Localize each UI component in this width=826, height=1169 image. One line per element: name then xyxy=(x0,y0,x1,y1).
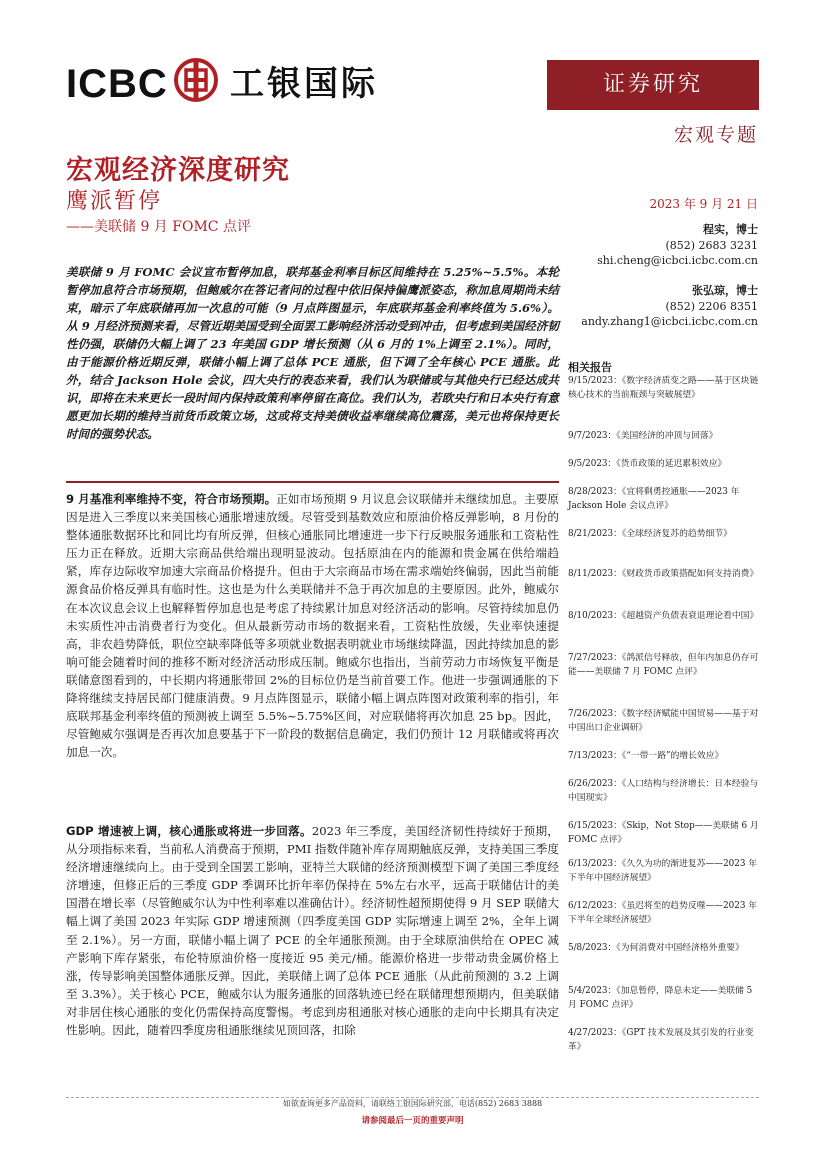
related-report-item[interactable]: 7/26/2023：《数字经济赋能中国贸易——基于对中国出口企业调研》 xyxy=(568,709,759,733)
related-report-title: 《数字经济质变之路——基于区块链核心技术的当前瓶颈与突破展望》 xyxy=(568,376,759,400)
related-report-item[interactable]: 4/27/2023：《GPT 技术发展及其引发的行业变革》 xyxy=(568,1028,754,1052)
related-report-title: 《数字经济赋能中国贸易——基于对中国出口企业调研》 xyxy=(568,709,759,733)
subsection-label: 宏观专题 xyxy=(673,124,758,146)
related-report-item[interactable]: 8/11/2023：《财政货币政策搭配如何支持消费》 xyxy=(568,569,759,579)
related-report-title: 《财政货币政策搭配如何支持消费》 xyxy=(621,569,759,579)
report-subtitle-secondary: ——美联储 9 月 FOMC 点评 xyxy=(66,219,251,235)
related-report-title: 《宜将剩勇控通胀——2023 年 Jackson Hole 会议点评》 xyxy=(568,487,740,511)
related-report-title: 《“一带一路”的增长效应》 xyxy=(621,751,724,761)
related-report-date: 8/10/2023 xyxy=(568,611,614,621)
related-report-item[interactable]: 5/4/2023：《加息暂停，降息未定——美联储 5 月 FOMC 点评》 xyxy=(568,986,753,1010)
icbc-seal-icon xyxy=(174,58,218,102)
related-report-date: 8/11/2023 xyxy=(568,569,614,579)
related-report-title: 《货币政策的延迟累积效应》 xyxy=(616,459,727,469)
related-report-date: 7/26/2023 xyxy=(568,709,614,719)
related-report-item[interactable]: 8/10/2023：《超越资产负债表衰退理论看中国》 xyxy=(568,611,759,621)
related-report-date: 7/27/2023 xyxy=(568,653,614,663)
related-report-item[interactable]: 6/15/2023：《Skip，Not Stop——美联储 6 月 FOMC 点评》 xyxy=(568,821,759,845)
footer-disclaimer-note: 请参阅最后一页的重要声明 xyxy=(361,1116,464,1126)
related-report-item[interactable]: 9/7/2023：《美国经济的冲顶与回落》 xyxy=(568,431,718,441)
related-report-item[interactable]: 7/13/2023：《“一带一路”的增长效应》 xyxy=(568,751,724,761)
author-block xyxy=(581,283,758,330)
related-report-item[interactable]: 7/27/2023：《鸽派信号释放，但年内加息仍存可能——美联储 7 月 FOMC 点评》 xyxy=(568,653,759,677)
related-report-title: 《超越资产负债表衰退理论看中国》 xyxy=(621,611,759,621)
related-report-date: 5/8/2023 xyxy=(568,943,608,953)
logo-icbc-text: ICBC xyxy=(66,62,168,106)
related-report-date: 6/26/2023 xyxy=(568,779,614,789)
related-report-item[interactable]: 8/21/2023：《全球经济复苏的趋势细节》 xyxy=(568,529,732,539)
related-reports-title: 相关报告 xyxy=(568,361,612,374)
body-paragraph xyxy=(66,490,559,761)
related-report-item[interactable]: 9/15/2023：《数字经济质变之路——基于区块链核心技术的当前瓶颈与突破展望》 xyxy=(568,376,759,400)
report-date: 2023 年 9 月 21 日 xyxy=(649,197,758,211)
author-name: 张弘琼，博士 xyxy=(692,284,758,297)
related-report-item[interactable]: 6/13/2023：《久久为功的渐进复苏——2023 年下半年中国经济展望》 xyxy=(568,859,758,883)
related-report-date: 9/7/2023 xyxy=(568,431,608,441)
logo-icbc-chinese: 工银国际 xyxy=(230,64,378,104)
related-report-date: 6/13/2023 xyxy=(568,859,614,869)
related-report-date: 9/15/2023 xyxy=(568,376,614,386)
paragraph-lead: GDP 增速被上调，核心通胀或将进一步回落。 xyxy=(66,824,312,838)
author-name: 程实，博士 xyxy=(703,223,758,236)
related-report-date: 9/5/2023 xyxy=(568,459,608,469)
related-report-title: 《人口结构与经济增长：日本经验与中国现实》 xyxy=(568,779,759,803)
body-paragraph xyxy=(66,822,559,1039)
author-phone: (852) 2683 3231 xyxy=(665,238,758,252)
related-report-item[interactable]: 5/8/2023：《为何消费对中国经济格外重要》 xyxy=(568,943,744,953)
related-report-date: 7/13/2023 xyxy=(568,751,614,761)
related-report-title: 《为何消费对中国经济格外重要》 xyxy=(616,943,744,953)
author-phone: (852) 2206 8351 xyxy=(665,299,758,313)
related-report-date: 4/27/2023 xyxy=(568,1028,614,1038)
related-report-title: 《Skip，Not Stop——美联储 6 月 FOMC 点评》 xyxy=(568,821,759,845)
related-report-title: 《全球经济复苏的趋势细节》 xyxy=(621,529,732,539)
author-block xyxy=(597,222,758,269)
related-report-date: 6/12/2023 xyxy=(568,901,614,911)
paragraph-lead: 9 月基准利率维持不变，符合市场预期。 xyxy=(66,492,277,506)
related-report-title: 《美国经济的冲顶与回落》 xyxy=(616,431,718,441)
paragraph-text: 2023 年三季度，美国经济韧性持续好于预期，从分项指标来看，当前私人消费高于预期，PMI 指数伴随补库存周期触底反弹，支持美国三季度经济增速继续向上。由于受到全国罢工影响，亚特兰大联储的经济预测模型下调了美国三季度经济增速，但修正后的三季度 GDP 季调环比折年率仍保持在 5%左右水平，远高于联储估计的美国潜在增长率（尽管鲍威尔认为中性利率难以准确估计）。经济韧性超预期使得 9 月 SEP 联储大幅上调了美国 2023 年实际 GDP 增速预测（四季度美国 GDP 实际增速上调至 2%，全年上调至 2.1%）。另一方面，联储小幅上调了 PCE 的全年通胀预测。由于全球原油供给在 OPEC 减产影响下库存紧张，布伦特原油价格一度接近 95 美元/桶。能源价格进一步带动贵金属价格上涨，传导影响美国整体通胀反弹。因此，美联储上调了总体 PCE 通胀（从此前预测的 3.2 上调至 3.3%）。关于核心 PCE，鲍威尔认为服务通胀的回落轨迹已经在联储理想预期内，但美联储对非居住核心通胀的变化仍需保持高度警惕。考虑到房租通胀对核心通胀的走向中长期具有决定性影响。因此，随着四季度房租通胀继续见顶回落，扣除 xyxy=(66,824,559,1038)
section-label: 证券研究 xyxy=(602,72,703,97)
report-title: 宏观经济深度研究 xyxy=(66,155,290,186)
related-report-title: 《久久为功的渐进复苏——2023 年下半年中国经济展望》 xyxy=(568,859,758,883)
related-report-item[interactable]: 6/12/2023：《虽迟将至的趋势反噬——2023 年下半年全球经济展望》 xyxy=(568,901,758,925)
summary-text: 美联储 9 月 FOMC 会议宣布暂停加息，联邦基金利率目标区间维持在 5.25%~5.5%。本轮暂停加息符合市场预期，但鲍威尔在答记者问的过程中依旧保持偏鹰派姿态，称加息周期尚未结束，暗示了年底联储再加一次息的可能（9 月点阵图显示，年底联邦基金利率终值为 5.6%）。从 9 月经济预测来看，尽管近期美国受到全面罢工影响经济活动受到冲击，但考虑到美国经济韧性仍强，联储仍大幅上调了 23 年美国 GDP 增长预测（从 6 月的 1%上调至 2.1%）。同时，由于能源价格近期反弹，联储小幅上调了总体 PCE 通胀，但下调了全年核心 PCE 通胀。此外，结合 Jackson Hole 会议，四大央行的表态来看，我们认为联储或与其他央行已经达成共识，即将在未来更长一段时间内保持政策利率停留在高位。我们认为，若欧央行和日本央行有意愿更加长期的维持当前货币政策立场，这或将支持美债收益率继续高位震荡，美元也将保持更长时间的强势状态。 xyxy=(66,265,559,441)
report-subtitle: 鹰派暂停 xyxy=(66,189,163,214)
author-email[interactable]: shi.cheng@icbci.icbc.com.cn xyxy=(597,254,758,267)
related-report-title: 《GPT 技术发展及其引发的行业变革》 xyxy=(568,1028,754,1052)
related-report-item[interactable]: 8/28/2023：《宜将剩勇控通胀——2023 年 Jackson Hole 会议点评》 xyxy=(568,487,740,511)
related-report-title: 《鸽派信号释放，但年内加息仍存可能——美联储 7 月 FOMC 点评》 xyxy=(568,653,759,677)
related-report-title: 《加息暂停，降息未定——美联储 5 月 FOMC 点评》 xyxy=(568,986,753,1010)
related-report-date: 6/15/2023 xyxy=(568,821,614,831)
related-report-date: 8/21/2023 xyxy=(568,529,614,539)
related-report-title: 《虽迟将至的趋势反噬——2023 年下半年全球经济展望》 xyxy=(568,901,758,925)
related-report-item[interactable]: 6/26/2023：《人口结构与经济增长：日本经验与中国现实》 xyxy=(568,779,759,803)
related-report-date: 5/4/2023 xyxy=(568,986,608,996)
footer-contact: 如欲查询更多产品资料，请联络工银国际研究部，电话(852) 2683 3888 xyxy=(282,1099,543,1108)
related-report-date: 8/28/2023 xyxy=(568,487,614,497)
related-report-item[interactable]: 9/5/2023：《货币政策的延迟累积效应》 xyxy=(568,459,727,469)
summary-divider xyxy=(66,481,559,483)
author-email[interactable]: andy.zhang1@icbci.icbc.com.cn xyxy=(581,315,758,328)
paragraph-text: 正如市场预期 9 月议息会议联储并未继续加息。主要原因是进入三季度以来美国核心通胀增速放缓。尽管受到基数效应和原油价格反弹影响，8 月份的整体通胀数据环比和同比均有所反弹，但核心通胀同比增速进一步下行反映服务通胀和工资粘性压力正在释放。近期大宗商品供给端出现明显波动。包括原油在内的能源和贵金属在供给端趋紧，库存边际收窄加速大宗商品价格提升。但由于大宗商品市场在需求端始终偏弱，因此当前能源食品价格反弹具有临时性。这也是为什么美联储并不急于再次加息的主要原因。此外，鲍威尔在本次议息会议上也解释暂停加息也是考虑了持续累计加息对经济活动的影响。尽管持续加息仍未实质性冲击消费者行为变化。但从最新劳动市场的数据来看，工资粘性放缓，失业率快速提高，非农趋势降低，职位空缺率降低等多项就业数据表明就业市场继续降温，因此持续加息的影响可能会随着时间的推移不断对经济活动形成压制。鲍威尔也指出，当前劳动力市场恢复平衡是联储意图看到的，中长期内将通胀带回 2%的目标位仍是当前首要工作。他进一步强调通胀的下降将继续支持居民部门健康消费。9 月点阵图显示，联储小幅上调点阵图对政策利率的指引，年底联邦基金利率终值的预测被上调至 5.5%~5.75%区间，对应联储将再次加息 25 bp。因此，尽管鲍威尔强调是否再次加息要基于下一阶段的数据信息确定，我们仍预计 12 月联储或将再次加息一次。 xyxy=(66,492,560,760)
